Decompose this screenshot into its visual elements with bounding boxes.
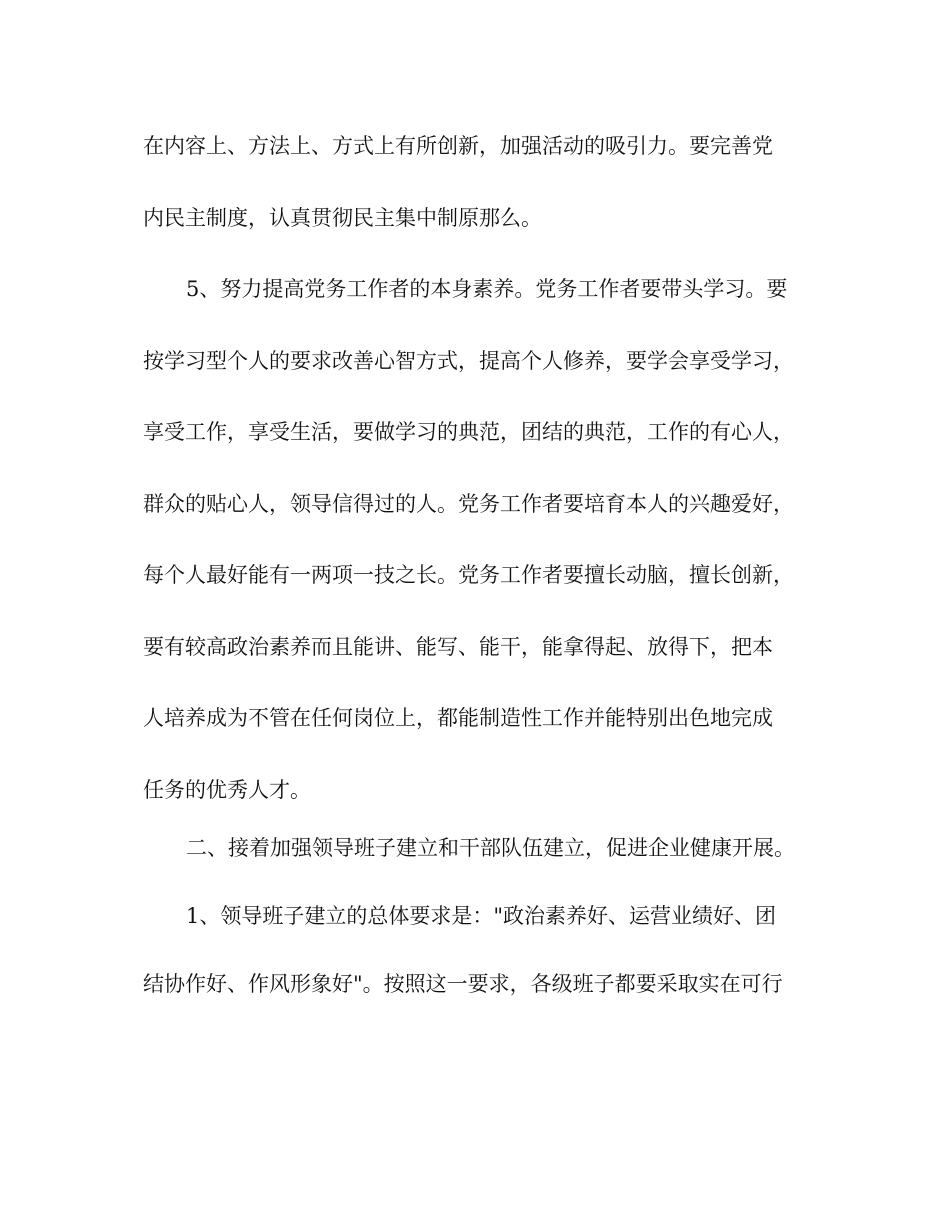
text-line-6: 群众的贴心人，领导信得过的人。党务工作者要培育本人的兴趣爱好， (143, 492, 794, 516)
text-line-4: 按学习型个人的要求改善心智方式，提高个人修养，要学会享受学习， (143, 349, 794, 373)
text-line-7: 每个人最好能有一两项一技之长。党务工作者要擅长动脑，擅长创新， (143, 563, 794, 587)
text-line-10: 任务的优秀人才。 (143, 778, 311, 802)
text-line-2: 内民主制度，认真贯彻民主集中制原那么。 (143, 206, 542, 230)
text-line-13: 结协作好、作风形象好"。按照这一要求，各级班子都要采取实在可行 (143, 972, 783, 996)
text-line-3: 5、努力提高党务工作者的本身素养。党务工作者要带头学习。要 (186, 277, 788, 301)
text-line-9: 人培养成为不管在任何岗位上，都能制造性工作并能特别出色地完成 (143, 706, 773, 730)
text-line-8: 要有较高政治素养而且能讲、能写、能干，能拿得起、放得下，把本 (143, 635, 773, 659)
text-line-11: 二、接着加强领导班子建立和干部队伍建立，促进企业健康开展。 (186, 836, 795, 860)
text-line-12: 1、领导班子建立的总体要求是："政治素养好、运营业绩好、团 (186, 904, 777, 928)
text-line-1: 在内容上、方法上、方式上有所创新，加强活动的吸引力。要完善党 (143, 134, 773, 158)
text-line-5: 享受工作，享受生活，要做学习的典范，团结的典范，工作的有心人， (143, 420, 794, 444)
